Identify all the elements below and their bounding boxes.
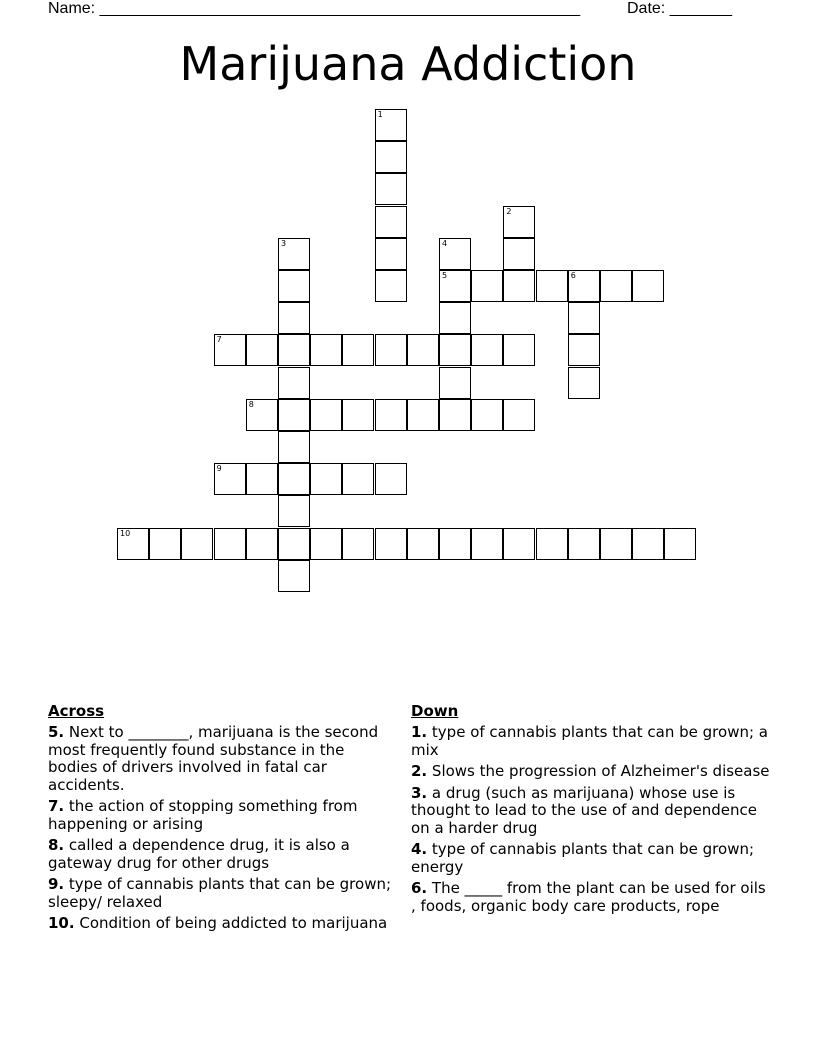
crossword-cell[interactable] xyxy=(375,109,407,141)
crossword-cell[interactable] xyxy=(471,399,503,431)
clue-number: 9. xyxy=(48,875,65,893)
cell-number: 7 xyxy=(216,335,222,345)
crossword-cell[interactable] xyxy=(375,270,407,302)
cell-number: 1 xyxy=(377,110,383,119)
crossword-cell[interactable] xyxy=(246,334,278,366)
crossword-cell[interactable] xyxy=(375,173,407,205)
cell-number: 5 xyxy=(442,271,448,280)
crossword-cell[interactable] xyxy=(181,528,213,560)
crossword-cell[interactable] xyxy=(246,528,278,560)
crossword-cell[interactable] xyxy=(439,238,471,270)
crossword-cell[interactable] xyxy=(342,528,374,560)
crossword-cell[interactable] xyxy=(439,270,471,302)
cell-number: 6 xyxy=(570,271,576,280)
down-clues xyxy=(411,702,771,919)
crossword-cell[interactable] xyxy=(536,270,568,302)
crossword-cell[interactable] xyxy=(310,399,342,431)
crossword-cell[interactable] xyxy=(439,334,471,366)
cell-number: 4 xyxy=(442,238,448,248)
crossword-cell[interactable] xyxy=(471,528,503,560)
crossword-cell[interactable] xyxy=(664,528,696,560)
crossword-cell[interactable] xyxy=(568,270,600,302)
crossword-cell[interactable] xyxy=(375,399,407,431)
crossword-cell[interactable] xyxy=(117,528,149,560)
crossword-cell[interactable] xyxy=(375,238,407,270)
across-clue xyxy=(48,798,398,833)
clue-text: type of cannabis plants that can be grown; energy xyxy=(411,840,755,876)
clue-text: The _____ from the plant can be used for oils , foods, organic body care products, rope xyxy=(411,879,766,915)
clue-text: called a dependence drug, it is also a gateway drug for other drugs xyxy=(48,836,350,872)
across-clue xyxy=(48,837,398,872)
clue-number: 6. xyxy=(411,879,428,897)
clue-number: 2. xyxy=(411,762,428,780)
crossword-cell[interactable] xyxy=(632,270,664,302)
crossword-cell[interactable] xyxy=(439,302,471,334)
crossword-cell[interactable] xyxy=(342,399,374,431)
crossword-cell[interactable] xyxy=(536,528,568,560)
clue-text: Next to ________, marijuana is the second most frequently found substance in the bodies of drivers involved in fatal car accidents. xyxy=(48,723,379,794)
crossword-cell[interactable] xyxy=(278,495,310,527)
clue-number: 1. xyxy=(411,723,428,741)
across-clue xyxy=(48,724,398,794)
crossword-cell[interactable] xyxy=(278,238,310,270)
down-clue xyxy=(411,763,771,781)
crossword-cell[interactable] xyxy=(375,206,407,238)
clue-number: 5. xyxy=(48,723,65,741)
crossword-cell[interactable] xyxy=(600,528,632,560)
crossword-cell[interactable] xyxy=(503,206,535,238)
across-heading: Across xyxy=(48,702,105,720)
crossword-cell[interactable] xyxy=(632,528,664,560)
crossword-cell[interactable] xyxy=(278,560,310,592)
crossword-cell[interactable] xyxy=(278,334,310,366)
cell-number: 3 xyxy=(281,238,287,248)
crossword-cell[interactable] xyxy=(503,238,535,270)
page-title: Marijuana Addiction xyxy=(179,37,637,91)
clue-text: Condition of being addicted to marijuana xyxy=(79,914,388,932)
crossword-cell[interactable] xyxy=(439,367,471,399)
clue-number: 4. xyxy=(411,840,428,858)
crossword-cell[interactable] xyxy=(310,463,342,495)
down-clue xyxy=(411,841,771,876)
crossword-cell[interactable] xyxy=(310,334,342,366)
crossword-cell[interactable] xyxy=(246,463,278,495)
across-clue xyxy=(48,915,398,933)
crossword-cell[interactable] xyxy=(278,302,310,334)
down-clue xyxy=(411,724,771,759)
across-clue xyxy=(48,876,398,911)
crossword-cell[interactable] xyxy=(375,334,407,366)
cell-number: 2 xyxy=(506,206,512,216)
date-field-label: Date: _______ xyxy=(627,0,732,17)
crossword-cell[interactable] xyxy=(568,528,600,560)
crossword-cell[interactable] xyxy=(278,367,310,399)
clue-number: 10. xyxy=(48,914,75,932)
clue-text: a drug (such as marijuana) whose use is thought to lead to the use of and dependence on a harder drug xyxy=(411,783,757,837)
clue-text: type of cannabis plants that can be grown; a mix xyxy=(411,723,768,759)
crossword-cell[interactable] xyxy=(278,528,310,560)
crossword-cell[interactable] xyxy=(407,334,439,366)
crossword-cell[interactable] xyxy=(568,334,600,366)
clue-number: 7. xyxy=(48,797,65,815)
crossword-cell[interactable] xyxy=(375,463,407,495)
clue-text: the action of stopping something from happening or arising xyxy=(48,797,358,833)
crossword-cell[interactable] xyxy=(471,334,503,366)
crossword-cell[interactable] xyxy=(375,141,407,173)
down-clue xyxy=(411,785,771,838)
down-heading: Down xyxy=(411,702,459,720)
crossword-cell[interactable] xyxy=(568,367,600,399)
crossword-cell[interactable] xyxy=(471,270,503,302)
crossword-cell[interactable] xyxy=(342,334,374,366)
crossword-cell[interactable] xyxy=(214,463,246,495)
cell-number: 9 xyxy=(216,464,222,474)
crossword-cell[interactable] xyxy=(278,270,310,302)
clue-number: 3. xyxy=(411,783,428,802)
crossword-cell[interactable] xyxy=(278,431,310,463)
crossword-cell[interactable] xyxy=(439,399,471,431)
crossword-cell[interactable] xyxy=(503,334,535,366)
crossword-cell[interactable] xyxy=(503,528,535,560)
clue-text: Slows the progression of Alzheimer's disease xyxy=(431,762,770,780)
crossword-cell[interactable] xyxy=(214,334,246,366)
cell-number: 8 xyxy=(248,399,254,409)
across-clues xyxy=(48,702,398,937)
cell-number: 10 xyxy=(120,528,131,538)
crossword-cell[interactable] xyxy=(310,528,342,560)
crossword-cell[interactable] xyxy=(278,463,310,495)
crossword-cell[interactable] xyxy=(342,463,374,495)
crossword-cell[interactable] xyxy=(375,528,407,560)
crossword-cell[interactable] xyxy=(568,302,600,334)
down-clue xyxy=(411,880,771,915)
crossword-cell[interactable] xyxy=(503,270,535,302)
clue-text: type of cannabis plants that can be grown; sleepy/ relaxed xyxy=(48,875,392,911)
crossword-cell[interactable] xyxy=(407,528,439,560)
clue-number: 8. xyxy=(48,836,65,854)
name-field-label: Name: ______________________________________________________ xyxy=(48,0,581,17)
crossword-cell[interactable] xyxy=(149,528,181,560)
crossword-cell[interactable] xyxy=(278,399,310,431)
crossword-cell[interactable] xyxy=(246,399,278,431)
crossword-cell[interactable] xyxy=(503,399,535,431)
crossword-cell[interactable] xyxy=(600,270,632,302)
crossword-cell[interactable] xyxy=(407,399,439,431)
crossword-cell[interactable] xyxy=(214,528,246,560)
crossword-cell[interactable] xyxy=(439,528,471,560)
